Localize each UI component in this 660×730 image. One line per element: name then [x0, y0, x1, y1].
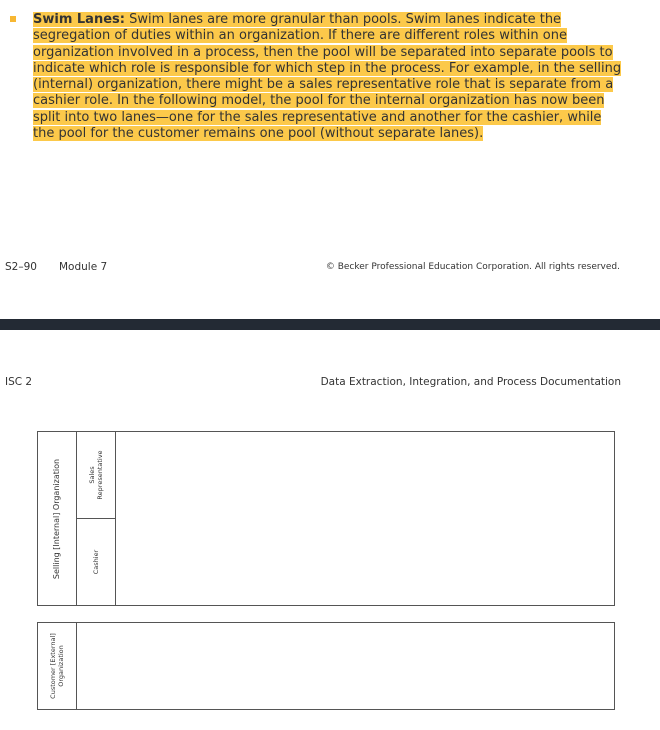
chapter-title: Data Extraction, Integration, and Process Documentation [320, 376, 621, 388]
bullet-paragraph [33, 12, 623, 142]
page-footer [0, 261, 660, 277]
bullet-term: Swim Lanes: [33, 12, 125, 27]
page-header [0, 376, 660, 392]
lane-label-sales-representative: Sales Representative [88, 450, 104, 500]
pool-label-selling: Selling [Internal] Organization [52, 458, 61, 579]
pool-customer-organization [37, 622, 615, 710]
copyright-text: © Becker Professional Education Corporation. All rights reserved. [325, 262, 620, 272]
section-code: ISC 2 [5, 376, 33, 388]
bullet-square-icon [10, 16, 16, 22]
pool-selling-organization [37, 431, 615, 606]
pool-label-cell [38, 432, 77, 605]
lane-cashier [77, 519, 115, 605]
pool-label-customer: Customer [External] Organization [49, 633, 65, 699]
lane-label-cashier: Cashier [92, 549, 100, 575]
lane-sales-representative [77, 432, 115, 519]
page-divider [0, 319, 660, 330]
pool-label-cell [38, 623, 77, 709]
module-label: Module 7 [59, 261, 108, 273]
bullet-body: Swim lanes are more granular than pools. Swim lanes indicate the segregation of duties within an organization. If there are different roles within one organization involved in a process, then the pool will be separated into separate pools to indicate which role is responsible for which step in the process. For example, in the selling (internal) organization, there might be a sales representative role that is separate from a cashier role. In the following model, the pool for the internal organization has now been split into two lanes—one for the sales representative and another for the cashier, while the pool for the customer remains one pool (without separate lanes). [33, 12, 622, 142]
page-number: S2–90 [5, 261, 37, 273]
lane-label-column [77, 432, 116, 605]
